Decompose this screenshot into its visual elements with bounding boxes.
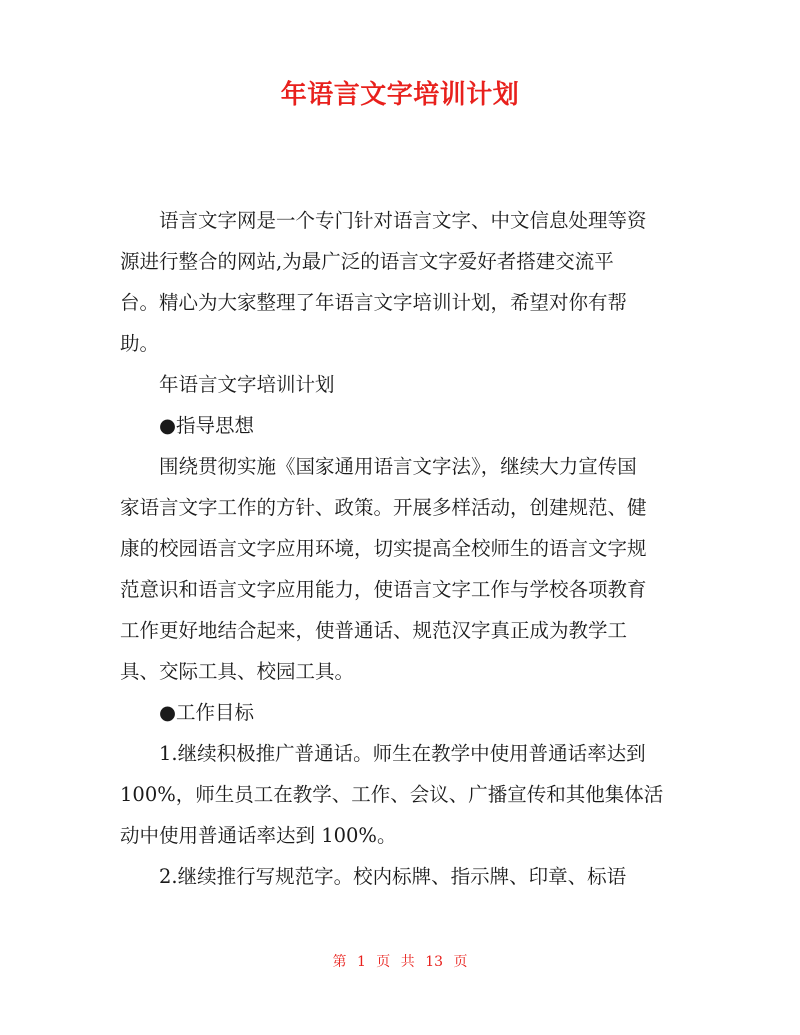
paragraph-line: 台。精心为大家整理了年语言文字培训计划，希望对你有帮 bbox=[120, 291, 628, 314]
page-footer: 第 1 页 共 13 页 bbox=[332, 954, 468, 970]
paragraph-line: 工作更好地结合起来，使普通话、规范汉字真正成为教学工 bbox=[120, 619, 628, 642]
paragraph-line: 家语言文字工作的方针、政策。开展多样活动，创建规范、健 bbox=[120, 496, 647, 519]
list-item-line: 动中使用普通话率达到 100%。 bbox=[120, 824, 397, 847]
paragraph-line: 源进行整合的网站,为最广泛的语言文字爱好者搭建交流平 bbox=[120, 250, 614, 273]
document-title: 年语言文字培训计划 bbox=[280, 80, 520, 110]
section-heading-work-goals: ●工作目标 bbox=[159, 701, 255, 724]
paragraph-line: 范意识和语言文字应用能力，使语言文字工作与学校各项教育 bbox=[120, 578, 647, 601]
list-item-line: 100%，师生员工在教学、工作、会议、广播宣传和其他集体活 bbox=[120, 783, 664, 806]
section-subtitle: 年语言文字培训计划 bbox=[159, 373, 335, 396]
paragraph-line: 围绕贯彻实施《国家通用语言文字法》，继续大力宣传国 bbox=[159, 455, 637, 478]
paragraph-line: 康的校园语言文字应用环境，切实提高全校师生的语言文字规 bbox=[120, 537, 647, 560]
paragraph-line: 具、交际工具、校园工具。 bbox=[120, 660, 355, 683]
paragraph-line: 语言文字网是一个专门针对语言文字、中文信息处理等资 bbox=[159, 209, 647, 232]
list-item-line: 1.继续积极推广普通话。师生在教学中使用普通话率达到 bbox=[159, 742, 646, 765]
section-heading-guiding-ideology: ●指导思想 bbox=[159, 414, 255, 437]
document-body bbox=[120, 200, 664, 897]
paragraph-line: 助。 bbox=[120, 332, 160, 355]
list-item-line: 2.继续推行写规范字。校内标牌、指示牌、印章、标语 bbox=[159, 865, 627, 888]
